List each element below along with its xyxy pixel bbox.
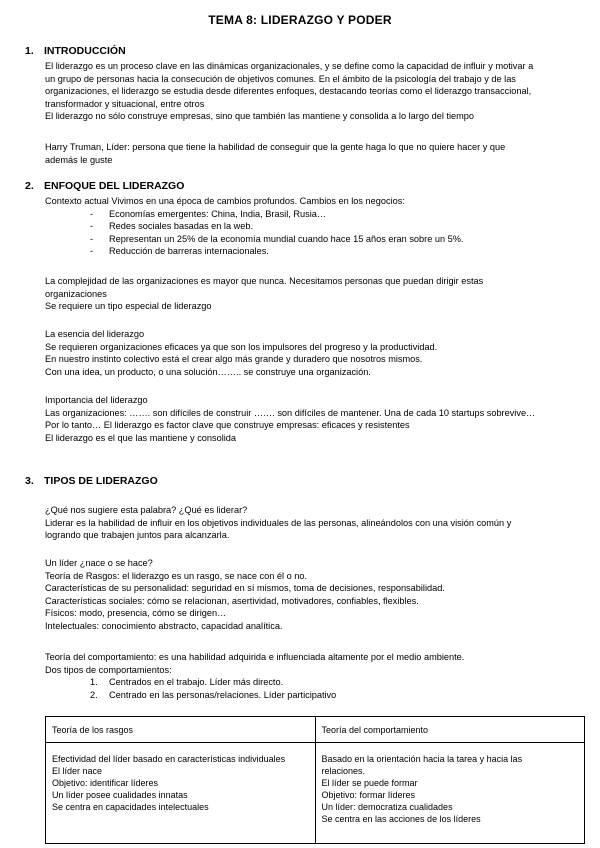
changes-list (45, 208, 585, 258)
cell-line: Basado en la orientación hacia la tarea y hacia las (321, 754, 523, 764)
text-line: Intelectuales: conocimiento abstracto, capacidad analítica. (45, 620, 283, 631)
list-text: Centrados en el trabajo. Líder más directo. (109, 677, 284, 688)
section-title: ENFOQUE DEL LIDERAZGO (44, 180, 185, 192)
list-item: - Representan un 25% de la economía mundial cuando hace 15 años eran sobre un 5%. (90, 233, 585, 246)
list-item: - Redes sociales basadas en la web. (90, 220, 585, 233)
text-line: Con una idea, un producto, o una solución…….. se construye una organización. (45, 366, 371, 377)
subheading: Importancia del liderazgo (45, 395, 148, 405)
esencia-block (45, 328, 585, 378)
table-cell-comportamiento (315, 743, 585, 844)
text-line: además le guste (45, 154, 113, 165)
section-heading-tipos (25, 475, 158, 488)
comparison-table (45, 716, 585, 844)
importancia-block (45, 394, 585, 444)
list-item: - Reducción de barreras internacionales. (90, 245, 585, 258)
text-line: Contexto actual Vivimos en una época de cambios profundos. Cambios en los negocios: (45, 196, 405, 206)
text-line: El liderazgo es el que las mantiene y consolida (45, 432, 237, 443)
text-line: Dos tipos de comportamientos: (45, 664, 172, 675)
comportamiento-block (45, 651, 585, 701)
cell-line: Un líder posee cualidades innatas (52, 790, 188, 800)
text-line: Características de su personalidad: seguridad en sí mismos, toma de decisiones, responsabilidad. (45, 583, 445, 594)
cell-line: Se centra en las acciones de los líderes (321, 814, 481, 824)
text-line: Se requieren organizaciones eficaces ya que son los impulsores del progreso y la productividad. (45, 341, 438, 352)
enfoque-context (45, 195, 585, 258)
text-line: El liderazgo es un proceso clave en las dinámicas organizacionales, y se define como la capacidad de influir y motivar a (45, 61, 534, 71)
table-header-cell: Teoría del comportamiento (315, 717, 585, 743)
text-line: En nuestro instinto colectivo está el crear algo más grande y duradero que nosotros mismos. (45, 354, 423, 365)
table-header-cell: Teoría de los rasgos (46, 717, 316, 743)
table-header-row (46, 717, 585, 743)
text-line: Teoría de Rasgos: el liderazgo es un rasgo, se nace con él o no. (45, 570, 308, 581)
cell-line: El líder se puede formar (321, 778, 418, 788)
liderar-block (45, 504, 585, 542)
truman-quote (45, 141, 585, 166)
list-text: Centrado en las personas/relaciones. Líder participativo (109, 689, 337, 700)
list-item (90, 676, 585, 689)
section-number: 3. (25, 475, 34, 487)
text-line: Físicos: modo, presencia, cómo se dirigen… (45, 608, 227, 619)
text-line: logrando que trabajen juntos para alcanzarla. (45, 530, 230, 541)
text-line: organizaciones, el liderazgo se estudia desde diferentes enfoques, destacando teorías como el liderazgo transaccional, (45, 86, 532, 97)
cell-line: Objetivo: formar líderes (321, 790, 416, 800)
text-line: Teoría del comportamiento: es una habilidad adquirida e influenciada altamente por el medio ambiente. (45, 652, 465, 662)
intro-block (45, 60, 585, 123)
text-line: transformador y situacional, entre otros (45, 98, 205, 109)
behavior-list (45, 676, 585, 701)
section-title: INTRODUCCIÓN (44, 45, 126, 57)
table-cell-rasgos (46, 743, 316, 844)
text-line: Las organizaciones: ……. son difíciles de construir ……. son difíciles de mantener. Una de cada 10 startups sobrevive… (45, 407, 536, 418)
text-line: un grupo de personas hacia la consecución de objetivos comunes. En el ámbito de la psicología del trabajo y de las (45, 73, 516, 84)
text-line: organizaciones (45, 288, 107, 299)
text-line: Se requiere un tipo especial de liderazgo (45, 301, 212, 312)
list-number: 1. (90, 677, 98, 688)
cell-line: Se centra en capacidades intelectuales (52, 802, 209, 812)
text-line: El liderazgo no sólo construye empresas, sino que también las mantiene y consolida a lo largo del tiempo (45, 111, 474, 122)
section-number: 1. (25, 45, 34, 57)
cell-line: relaciones. (321, 766, 366, 776)
section-number: 2. (25, 180, 34, 192)
list-number: 2. (90, 689, 98, 700)
table-row (46, 743, 585, 844)
text-line: Liderar es la habilidad de influir en los objetivos individuales de las personas, alineándolos con una visión común y (45, 517, 512, 528)
cell-line: El líder nace (52, 766, 103, 776)
list-item: - Economías emergentes: China, India, Brasil, Rusia… (90, 208, 585, 221)
section-heading-introduccion (25, 45, 126, 58)
text-line: Harry Truman, Líder: persona que tiene la habilidad de conseguir que la gente haga lo que no quiere hacer y que (45, 142, 506, 152)
section-heading-enfoque (25, 180, 184, 193)
subheading: La esencia del liderazgo (45, 329, 145, 339)
subheading: ¿Qué nos sugiere esta palabra? ¿Qué es liderar? (45, 505, 248, 515)
document-title: TEMA 8: LIDERAZGO Y PODER (208, 13, 392, 27)
cell-line: Objetivo: identificar líderes (52, 778, 159, 788)
cell-line: Un líder: democratiza cualidades (321, 802, 453, 812)
complexity-block (45, 275, 585, 313)
text-line: La complejidad de las organizaciones es mayor que nunca. Necesitamos personas que puedan dirigir estas (45, 276, 484, 286)
text-line: Características sociales: cómo se relacionan, asertividad, motivadores, confiables, flexibles. (45, 595, 419, 606)
nace-block (45, 557, 585, 633)
list-item (90, 689, 585, 702)
cell-line: Efectividad del líder basado en características individuales (52, 754, 286, 764)
text-line: Por lo tanto… El liderazgo es factor clave que construye empresas: eficaces y resistentes (45, 420, 410, 431)
section-title: TIPOS DE LIDERAZGO (44, 475, 158, 487)
subheading: Un líder ¿nace o se hace? (45, 558, 153, 568)
